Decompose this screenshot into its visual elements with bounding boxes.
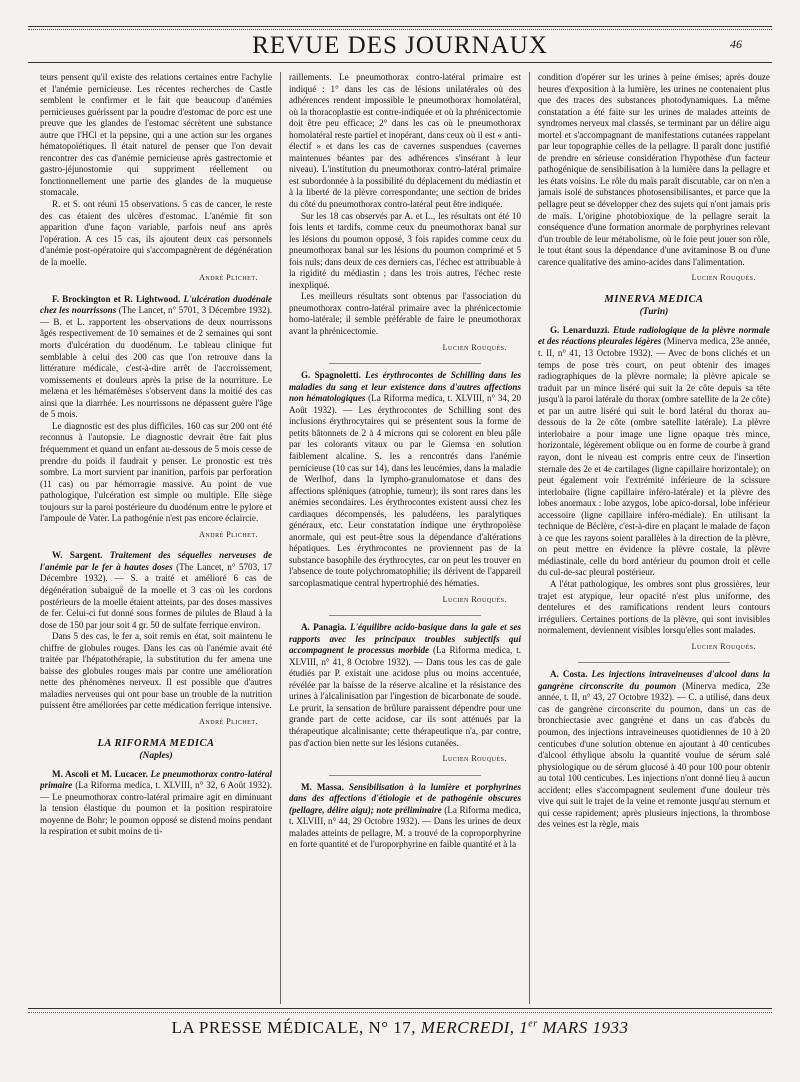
journal-section-city: (Naples) [139,751,173,762]
article-body: (The Lancet, n° 5701, 3 Décembre 1932). — B. et L. rapportent les observations de deux nourrissons âgés respectivement de 10 semaines et de 2 semaines qui sont morts d'ulcération du duodénum. Le tableau clinique fut semblable à celui des 200 cas que l'on retrouve dans la littérature médicale, c'est-à-dire arrêt de l'accroissement, vomissements et douleurs après la prise de la nourriture. Le melæna et les hématémèses s'observent dans la moitié des cas ainsi que la diarrhée. Les nourrissons ne dépassent guère l'âge de 5 mois. [40,305,273,420]
author-signature: Lucien Rouquès. [442,594,507,604]
paragraph: Le diagnostic est des plus difficiles. 160 cas sur 200 ont été reconnus à l'autopsie. Le diagnostic devrait être fait plus fréquemment et quand un enfant au-dessous de 5 mois cesse de prendre du poids il faudrait y penser. Le pronostic est très sombre. La mort survient par inanition, parfois par perforation (11 cas) ou par hémorragie massive. Au point de vue pathologique, l'ulcération est simple ou multiple. Elle siège toujours sur la paroi postérieure du duodénum entre le pylore et l'ampoule de Vater. La pathogénie n'est pas encore éclaircie. [40,420,273,524]
article-abstract [538,325,770,579]
article-columns [40,72,770,1004]
column-1 [40,72,272,1004]
author-signature: Lucien Rouquès. [442,342,507,352]
page-number: 46 [730,37,742,51]
paragraph: Dans 5 des cas, le fer a, soit remis en état, soit maintenu le chiffre de globules rouges. Dans les cas où l'anémie avait été traitée par l'hépatothérapie, la substitution du fer amena une baisse des globules rouges mais par contre une amélioration nette des phénomènes nerveux. Il est possible que d'autres maladies nerveuses qui ont pour base un trouble de la nutrition puissent être améliorées par cette médication ferrique intensive. [40,631,273,711]
article-body: (La Riforma medica, t. XLVIII, n° 41, 8 Octobre 1932). — Dans tous les cas de gale étudiés par P. existait une acidose plus ou moins accentuée, révélée par la baisse de la réserve alcaline et la résistance des urines à l'alcalinisation par l'ingestion de bicarbonate de soude. Le prurit, la sensation de brûlure paraissent dépendre pour une grande part de cette acidose, car ils sont atténués par la thérapeutique alcalinisante; cette thérapeutique n'a, par contre, pas d'action bien nette sur les lésions cutanées. [288,645,521,748]
paragraph: raillements. Le pneumothorax contro-latéral primaire est indiqué : 1° dans les cas de lésions unilatérales où des adhérences rendent impossible le pneumothorax homolatéral, où la thoracoplastie est contre-indiquée et où la phrénicectomie doit être peu efficace; 2° dans les cas où le pneumothorax homolatéral reste partiel et inopérant, dans ceux où il est « anti-électif » et dans les cas de cavernes suspendues (cavernes maintenues béantes par des adhérences s'insérant à leur niveau). L'institution du pneumothorax contro-latéral primaire est subordonnée à la possibilité du déplacement du médiastin et à la liberté de la plèvre correspondante; une section de brides du côté du pneumothorax contro-latéral peut être indiquée. [288,72,521,210]
journal-section-city: (Turin) [639,307,669,318]
article-abstract [40,769,272,838]
footer-journal: LA PRESSE MÉDICALE, N° 17, [171,1018,417,1037]
paragraph: Sur les 18 cas observés par A. et L., les résultats ont été 10 fois lents et tardifs, comme ceux du pneumothorax banal sur les lésions du poumon opposé, 3 fois rapides comme ceux du pneumothorax banal sur les lésions du poumon comprimé et 5 fois nuls; dans deux de ces derniers cas, l'échec est attribuable à la rigidité du médiastin ; dans les trois autres, l'échec reste inexpliqué. [288,210,521,290]
article-separator [329,775,481,776]
paragraph: A l'état pathologique, les ombres sont plus grossières, leur trajet est atypique, leur opacité n'est plus uniforme, des dentelures et des ramifications rendent leurs contours irréguliers. Certaines portions de la plèvre, qui sont invisibles normalement, deviennent visibles lorsqu'elles sont malades. [537,578,770,636]
article-abstract [289,370,521,589]
paragraph: R. et S. ont réuni 15 observations. 5 cas de cancer, le reste des cas étaient des ulcères d'estomac. L'anémie fit son apparition d'une façon variable, parfois neuf ans après l'opération. A ces 15 cas, ils ajoutent deux cas personnels d'anémie post-opératoire qui s'accompagnèrent de dégénération de la moelle. [40,199,273,267]
footer-rule-dotted [28,1012,772,1013]
article-body: (Minerva medica, 23e année, t. II, n° 43, 27 Octobre 1932). — C. a utilisé, dans deux cas de gangrène circonscrite du poumon, dans un cas de bronchiectasie avec gangrène et dans un cas d'abcès du poumon, des injections intraveineuses quotidiennes de 10 à 20 centicubes d'une solution obtenue en ajoutant à 40 centicubes d'alcool éthylique absolu la quantité voulue de sérum salé physiologique ou de sérum glucosé à 40 pour 100 pour obtenir au total 100 centicubes. Les injections n'ont donné lieu à aucun accident; elles s'accompagnent seulement d'une douleur très vive qui suit le trajet de la veine et remonte jusqu'au sternum et qui cesse rapidement; après plusieurs injections, la thrombose des veines est la règle, mais [537,680,770,830]
author-signature: André Plichet. [199,716,259,726]
paragraph: teurs pensent qu'il existe des relations certaines entre l'achylie et l'anémie pernicieuse. Les récentes recherches de Castle semblent le confirmer et le fait que beaucoup d'anémies pernicieuses guérissent par la poudre d'estomac de porc est une preuve que les glandes de l'estomac sécrètent une substance autre que l'HCl et la pepsine, qui a une action sur les organes hématopoïétiques. Il était naturel de penser que l'on devait rencontrer des cas d'anémie pernicieuse après gastrectomie et gastro-jéjunostomie qui suppriment réellement ou fonctionnellement une partie des glandes de la muqueuse stomacale. [40,72,273,198]
article-separator [329,363,481,364]
article-separator [329,615,481,616]
author-signature: Lucien Rouquès. [442,754,507,764]
author-signature: Lucien Rouquès. [691,641,756,651]
article-title: Les érythrocontes de Schilling dans les maladies du sang et leur existence dans d'autres affections non hématologiques [288,370,521,404]
author-signature: André Plichet. [199,273,259,283]
footer-issue-line [0,1018,800,1044]
article-abstract [538,669,770,831]
article-title: Etude radiologique de la plèvre normale et des réactions pleurales légères [537,324,770,347]
article-authors: M. Ascoli et M. Lucacer. [52,768,148,779]
column-divider [280,72,281,1004]
article-title: L'ulcération duodénale chez les nourrissons [40,293,273,316]
journal-section-title: LA RIFORMA MEDICA [97,737,215,749]
article-title: Traitement des séquelles nerveuses de l'anémie par le fer à hautes doses [40,550,273,572]
article-abstract [40,294,272,421]
article-body: (La Riforma medica, t. XLVIII, n° 34, 20 Août 1932). — Les érythrocontes de Schilling sont des inclusions érythrocytaires qui se présentent sous la forme de petits bâtonnets de 2 à 4 microns qui se colorent en bleu pâle par les colorants vitaux ou par le Giemsa en solution faiblement alcaline. S. les a rencontrés dans l'anémie pernicieuse (10 cas sur 14), dans les leucémies, dans la maladie de Werlhof, dans la lympho-granulomatose et dans des affections spléniques (atrophie, tumeur); ils sont rares dans les anémies secondaires. Les érythrocontes existent aussi chez les cardiaques décompensés, les paludéens, les paralytiques généraux, etc. Leur constatation indique une érythropoïèse anormale, qui est peut-être sous la dépendance d'altérations hépatiques. Les érythrocontes ne proviennent pas de la substance basophile des érythrocytes, car on peut les trouver en l'absence de toute polychromatophilie; ils dérivent de l'appareil sarcoplasmatique central hypertrophié des hématies. [288,393,521,588]
article-abstract [289,782,521,851]
article-title: L'équilibre acido-basique dans la gale et ses rapports avec les principaux troubles subjectifs qui accompagnent le processus morbide [288,622,521,656]
column-2 [289,72,521,1004]
journal-section-title: MINERVA MEDICA [604,293,704,305]
author-signature: Lucien Rouquès. [691,273,756,283]
article-authors: G. Spagnoletti. [300,370,361,381]
article-title: Sensibilisation à la lumière et porphyrines dans des affections d'étiologie et de pathogénie obscures (pellagre, délire aigu); note préliminaire [288,781,521,815]
article-authors: G. Lenarduzzi. [549,324,610,335]
column-3 [538,72,770,1004]
article-body: (La Riforma medica, t. XLVIII, n° 32, 6 Août 1932). — Le pneumothorax contro-latéral primaire agit en diminuant la tension élastique du poumon et la position respiratoire moyenne de Bohr; le poumon opposé se distend moins pendant la respiration et subit moins de ti- [40,780,273,837]
article-separator [578,662,730,663]
article-authors: A. Costa. [549,669,588,680]
paragraph: condition d'opérer sur les urines à peine émises; après douze heures d'exposition à la lumière, les urines ne contenaient plus que des traces des substances photodynamiques. La même constatation a été faite sur les urines de malades atteints de syndromes nerveux mal classés, se terminant par un délire aigu mortel et s'accompagnant de manifestations cutanées rappelant par leur topographie celles de la pellagre. Il paraît donc justifié de prendre en sérieuse considération l'hypothèse d'un facteur pathogénique de sensibilisation à la lumière dans la pellagre et les états voisins. Le rôle du maïs paraît discutable, car on n'en a jamais isolé de substances photosensibilisantes, et parce que la pellagre peut se développer chez des sujets qui n'ont jamais pris de maïs. L'origine photobioxique de la pellagre serait la conséquence d'une formation anormale de porphyrines relevant d'un trouble de leur métabolisme, où le foie peut jouer son rôle, le tout étant sous la dépendance d'une avitaminose B ou d'une carence qualitative des amino-acides dans l'alimentation. [537,72,770,267]
header-rule-top [28,26,772,27]
article-authors: F. Brockington et R. Lightwood. [52,293,181,304]
article-body: (The Lancet, n° 5703, 17 Décembre 1932). — S. a traité et amélioré 6 cas de dégénération subaiguë de la moelle et 3 cas où les cordons postérieurs de la moelle étaient atteints, par des doses massives de fer. Celui-ci fut donné sous formes de pilules de Blaud à la dose de 150 par jour soit 4 gr. 50 de sulfate ferrique environ. [40,561,273,630]
article-body: (Minerva medica, 23e année, t. II, n° 41, 13 Octobre 1932). — Avec de bons clichés et un temps de pose très court, on peut obtenir des images radiographiques de la plèvre normale; la plèvre apicale se traduit par un mince liséré qui suit la 2e côte depuis sa tête jusqu'à la paroi latérale du thorax (ombre satellite de la 2e côte) et par un autre liséré qui suit le bord latéral du thorax au-dessous de la 2e côte (ombre satellite latérale). La plèvre interlobaire a pour image une ligne opaque très mince, horizontale, légèrement oblique ou en forme de courbe à grand rayon, dont le niveau est compris entre ceux de l'insertion sternale des 2e et 4e cartilages (ligne capillaire horizontale); on peut également voir l'extrémité inférieure de la scissure interlobaire (ligne capillaire inféro-latérale) et la plèvre des lobes anormaux : lobe azygos, lobe apico-dorsal, lobe inférieur accessoire (ligne capillaire inféro-médiale). En utilisant la technique de Béclère, c'est-à-dire en plaçant le malade de façon à ce que les rayons soient parallèles à la direction de la plèvre, on peut mettre en évidence la plèvre costale, la plèvre médiastinale, celle du bord antérieur du poumon droit et celle du cul-de-sac pleural postérieur. [537,336,770,578]
paragraph: Les meilleurs résultats sont obtenus par l'association du pneumothorax contro-latéral primaire avec la phrénicectomie homo-latérale; il semble préférable de faire le pneumothorax avant la phrénicectomie. [288,291,521,337]
article-body: (La Riforma medica, t. XLVIII, n° 44, 29 Octobre 1932). — Dans les urines de deux malades atteints de pellagre, M. a trouvé de la coproporphyrine en forte quantité et de l'uroporphyrine en faible quantité et à la [288,804,521,850]
article-authors: A. Panagia. [300,622,347,633]
header-rule-bottom [28,62,772,63]
article-authors: W. Sargent. [52,550,103,561]
article-title: Les injections intraveineuses d'alcool dans la gangrène circonscrite du poumon [537,669,770,691]
footer-date: MERCREDI, 1er MARS 1933 [420,1018,629,1037]
author-signature: André Plichet. [199,529,259,539]
article-authors: M. Massa. [300,781,344,792]
article-abstract [40,550,272,631]
column-divider [529,72,530,1004]
article-abstract [289,622,521,749]
article-title: Le pneumothorax contro-latéral primaire [40,768,273,791]
header-rule-dotted [28,29,772,30]
masthead: REVUE DES JOURNAUX [252,32,548,59]
footer-rule-top [28,1008,772,1009]
